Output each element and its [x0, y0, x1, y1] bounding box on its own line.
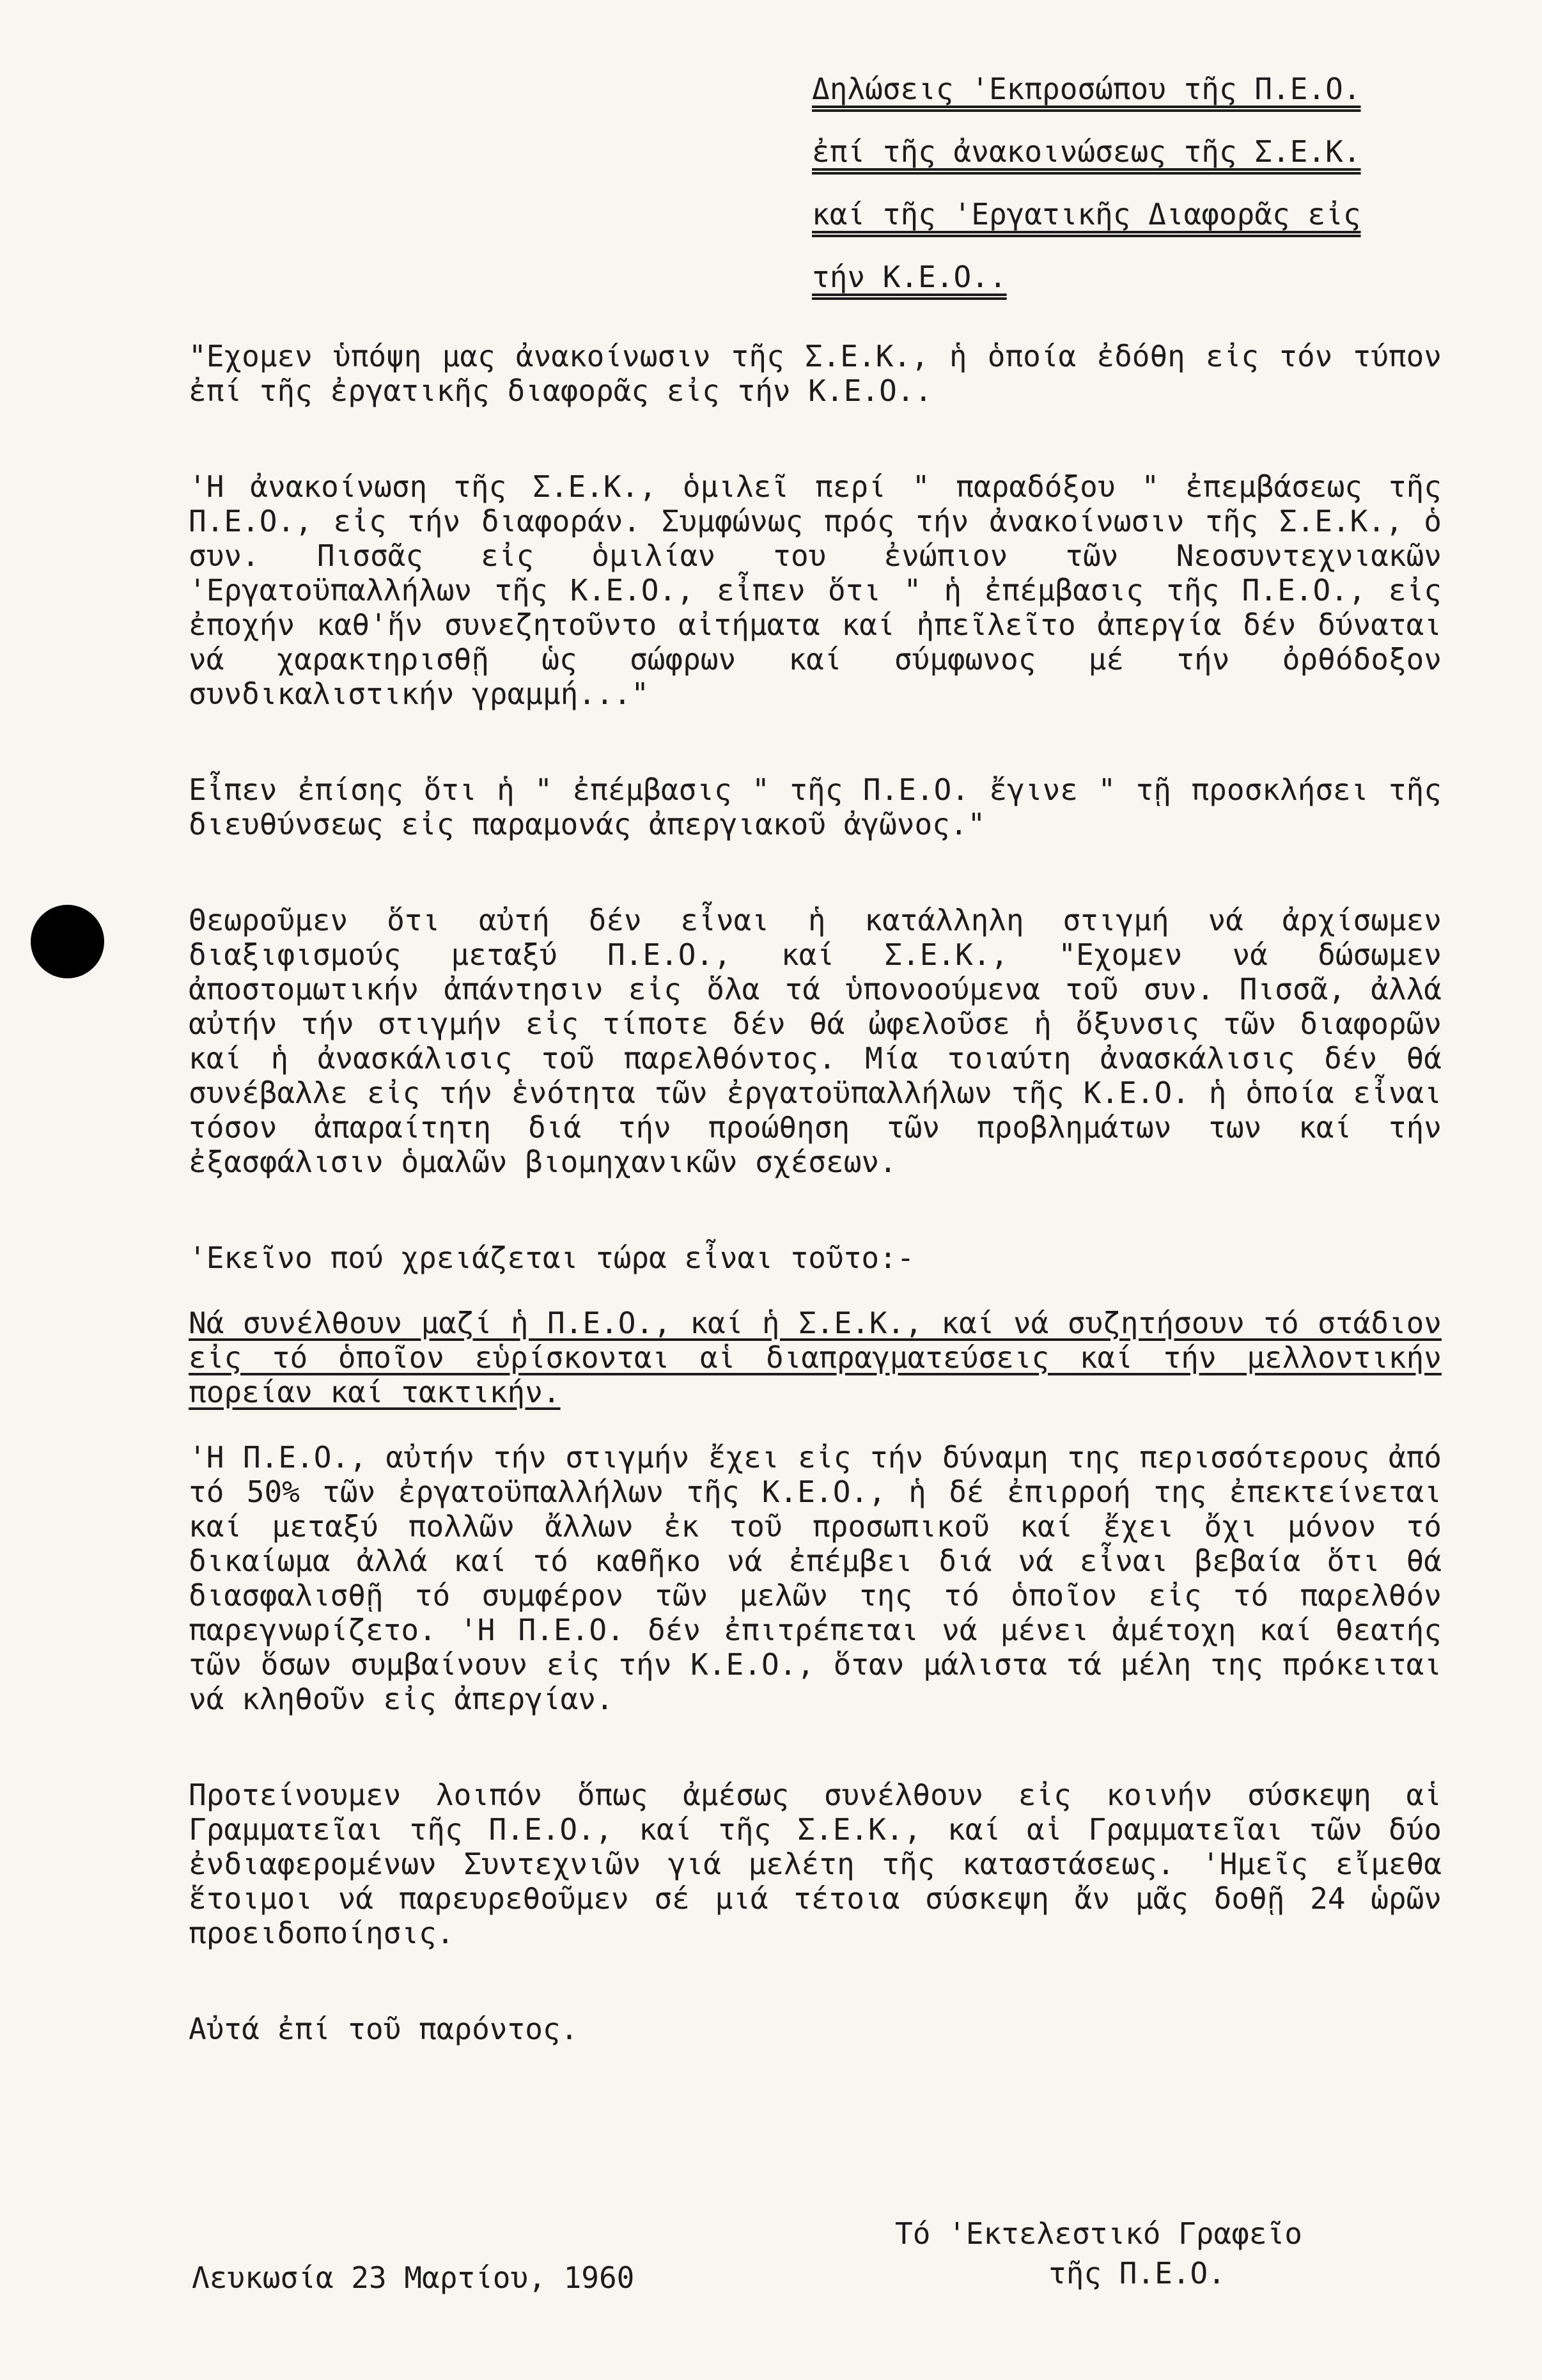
paragraph-3: Εἶπεν ἐπίσης ὅτι ἡ " ἐπέμβασις " τῆς Π.Ε.Ο. ἔγινε " τῇ προσκλήσει τῆς διευθύνσεως εἰς παραμονάς ἀπεργιακοῦ ἀγῶνος.": [189, 772, 1442, 842]
signature-line-1: Τό 'Εκτελεστικό Γραφεῖο: [895, 2216, 1302, 2251]
paragraph-4: Θεωροῦμεν ὅτι αὐτή δέν εἶναι ἡ κατάλληλη στιγμή νά ἀρχίσωμεν διαξιφισμούς μεταξύ Π.Ε.Ο., καί Σ.Ε.Κ., "Εχομεν νά δώσωμεν ἀποστομωτικήν ἀπάντησιν εἰς ὅλα τά ὑπονοούμενα τοῦ συν. Πισσᾶ, ἀλλά αὐτήν τήν στιγμήν εἰς τίποτε δέν θά ὠφελοῦσε ἡ ὄξυνσις τῶν διαφορῶν καί ἡ ἀνασκάλισις τοῦ παρελθόντος. Μία τοιαύτη ἀνασκάλισις δέν θά συνέβαλλε εἰς τήν ἑνότητα τῶν ἐργατοϋπαλλήλων τῆς Κ.Ε.Ο. ἡ ὁποία εἶναι τόσον ἀπαραίτητη διά τήν προώθηση τῶν προβλημάτων των καί τήν ἐξασφάλισιν ὁμαλῶν βιομηχανικῶν σχέσεων.: [189, 903, 1442, 1179]
paragraph-8: Προτείνουμεν λοιπόν ὅπως ἀμέσως συνέλθουν εἰς κοινήν σύσκεψη αἱ Γραμματεῖαι τῆς Π.Ε.Ο., καί τῆς Σ.Ε.Κ., καί αἱ Γραμματεῖαι τῶν δύο ἐνδιαφερομένων Συντεχνιῶν γιά μελέτη τῆς καταστάσεως. 'Ημεῖς εἴμεθα ἕτοιμοι νά παρευρεθοῦμεν σέ μιά τέτοια σύσκεψη ἄν μᾶς δοθῇ 24 ὡρῶν προειδοποίησις.: [189, 1778, 1442, 1950]
document-title: [812, 58, 1426, 308]
dateline: Λευκωσία 23 Μαρτίου, 1960: [192, 2260, 635, 2295]
paragraph-5: 'Εκεῖνο πού χρειάζεται τώρα εἶναι τοῦτο:-: [189, 1241, 915, 1275]
paragraph-2: 'Η ἀνακοίνωση τῆς Σ.Ε.Κ., ὁμιλεῖ περί " παραδόξου " ἐπεμβάσεως τῆς Π.Ε.Ο., εἰς τήν διαφοράν. Συμφώνως πρός τήν ἀνακοίνωσιν τῆς Σ.Ε.Κ., ὁ συν. Πισσᾶς εἰς ὁμιλίαν του ἐνώπιον τῶν Νεοσυντεχνιακῶν 'Εργατοϋπαλλήλων τῆς Κ.Ε.Ο., εἶπεν ὅτι " ἡ ἐπέμβασις τῆς Π.Ε.Ο., εἰς ἐποχήν καθ'ἥν συνεζητοῦντο αἰτήματα καί ἠπεῖλεῖτο ἀπεργία δέν δύναται νά χαρακτηρισθῇ ὡς σώφρων καί σύμφωνος μέ τήν ὀρθόδοξον συνδικαλιστικήν γραμμή...": [189, 469, 1442, 711]
title-line-2: ἐπί τῆς ἀνακοινώσεως τῆς Σ.Ε.Κ.: [812, 134, 1361, 169]
signature-line-2: τῆς Π.Ε.Ο.: [1048, 2256, 1226, 2290]
document-body: [189, 339, 1442, 2108]
paragraph-6-proposal: Νά συνέλθουν μαζί ἡ Π.Ε.Ο., καί ἡ Σ.Ε.Κ., καί νά συζητήσουν τό στάδιον εἰς τό ὁποῖον εὑρίσκονται αἱ διαπραγματεύσεις καί τήν μελλοντικήν πορείαν καί τακτικήν.: [189, 1306, 1442, 1409]
paragraph-9-closing: Αὐτά ἐπί τοῦ παρόντος.: [189, 2012, 579, 2046]
title-line-3: καί τῆς 'Εργατικῆς Διαφορᾶς εἰς: [812, 197, 1361, 231]
title-line-4: τήν Κ.Ε.Ο..: [812, 260, 1007, 294]
paragraph-1: "Εχομεν ὑπόψη μας ἀνακοίνωσιν τῆς Σ.Ε.Κ., ἡ ὁποία ἐδόθη εἰς τόν τύπον ἐπί τῆς ἐργατικῆς διαφορᾶς εἰς τήν Κ.Ε.Ο..: [189, 339, 1442, 408]
paragraph-7: 'Η Π.Ε.Ο., αὐτήν τήν στιγμήν ἔχει εἰς τήν δύναμη της περισσότερους ἀπό τό 50% τῶν ἐργατοϋπαλλήλων τῆς Κ.Ε.Ο., ἡ δέ ἐπιρροή της ἐπεκτείνεται καί μεταξύ πολλῶν ἄλλων ἐκ τοῦ προσωπικοῦ καί ἔχει ὄχι μόνον τό δικαίωμα ἀλλά καί τό καθῆκο νά ἐπέμβει διά νά εἶναι βεβαία ὅτι θά διασφαλισθῇ τό συμφέρον τῶν μελῶν της τό ὁποῖον εἰς τό παρελθόν παρεγνωρίζετο. 'Η Π.Ε.Ο. δέν ἐπιτρέπεται νά μένει ἀμέτοχη καί θεατής τῶν ὅσων συμβαίνουν εἰς τήν Κ.Ε.Ο., ὅταν μάλιστα τά μέλη της πρόκειται νά κληθοῦν εἰς ἀπεργίαν.: [189, 1440, 1442, 1716]
signature-block: [895, 2174, 1394, 2333]
punch-hole: [31, 905, 104, 978]
title-line-1: Δηλώσεις 'Εκπροσώπου τῆς Π.Ε.Ο.: [812, 72, 1361, 106]
